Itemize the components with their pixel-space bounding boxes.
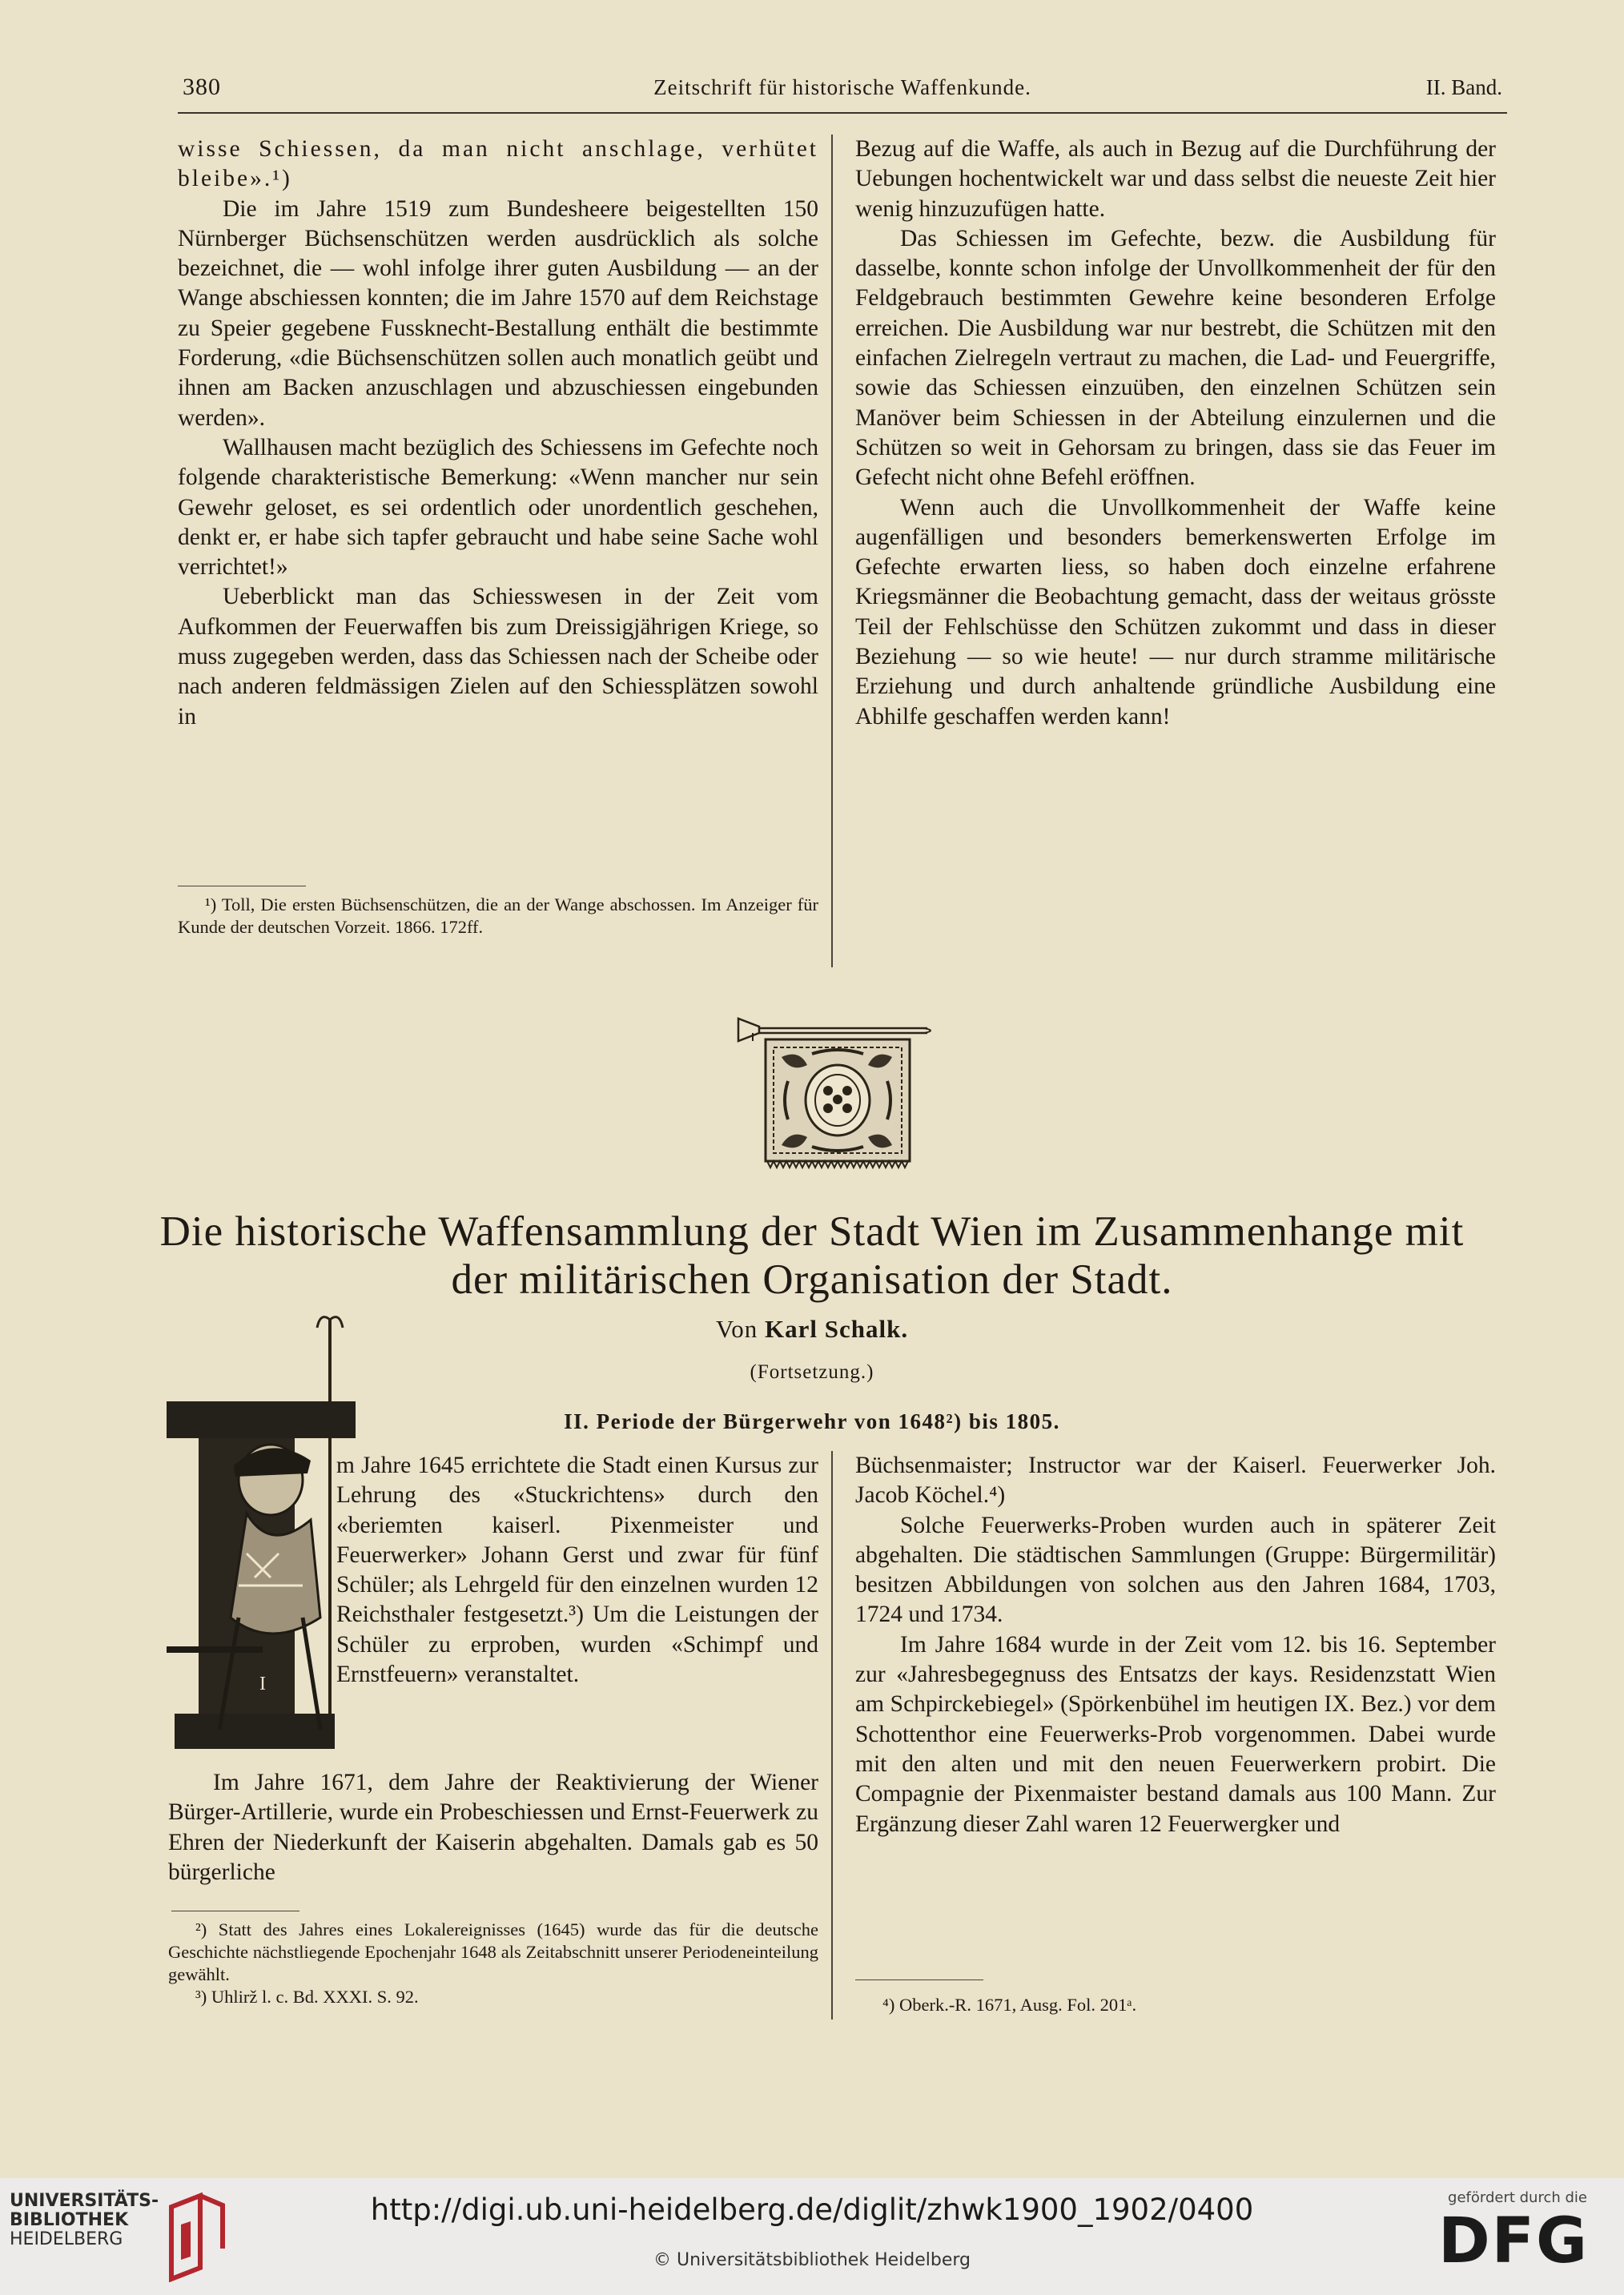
article-right-column bbox=[855, 1451, 1496, 1839]
paragraph: Das Schiessen im Gefechte, bezw. die Ausbildung für dasselbe, konnte schon infolge der Unvollkommenheit der für den Feldgebrauch bestimmten Gewehre keine besonderen Erfolge erreichen. Die Ausbildung war nur bestrebt, die Schützen mit den einfachen Zielregeln vertraut zu machen, die Lad- und Feuergriffe, sowie das Schiessen einzuüben, den einzelnen Schützen sein Manöver beim Schiessen in der Abteilung einzulernen und die Schützen so weit in Gehorsam zu bringen, dass sie das Feuer im Gefecht nicht ohne Befehl eröffnen. bbox=[855, 225, 1496, 491]
drop-cap-letter: I bbox=[259, 1674, 266, 1694]
paragraph: m Jahre 1645 errichtete die Stadt einen Kursus zur Lehrung des «Stuckrichtens» durch den «beriemten kaiserl. Pixenmeister und Feuerwerker» Johann Gerst und zwar für fünf Schüler; als Lehrgeld für den einzelnen wurden 12 Reichsthaler festgesetzt.³) Um die Leistungen der Schüler zu erproben, wurden «Schimpf und Ernstfeuern» veranstaltet. bbox=[336, 1453, 818, 1688]
paragraph: Im Jahre 1671, dem Jahre der Reaktivierung der Wiener Bürger-Artillerie, wurde ein Probeschiessen und Ernst-Feuerwerk zu Ehren der Niederkunft der Kaiserin abgehalten. Damals gab es 50 bürgerliche bbox=[168, 1770, 818, 1885]
page-number: 380 bbox=[183, 74, 221, 100]
paragraph: Im Jahre 1684 wurde in der Zeit vom 12. bis 16. September zur «Jahresbegegnuss des Entsatzs der kays. Residenzstatt Wien am Schpirckebiegel» (Spörkenbühel im heutigen IX. Bez.) vor dem Schottenthor eine Feuerwerks-Prob vorgenommen. Dabei wurde mit den alten und mit den neuen Feuerwerkern probirt. Die Compagnie der Pixenmaister bestand damals aus 100 Mann. Zur Ergänzung dieser Zahl waren 12 Feuerwergker und bbox=[855, 1631, 1496, 1837]
author-name: Karl Schalk. bbox=[765, 1315, 909, 1343]
column-divider bbox=[831, 135, 833, 967]
paragraph: Büchsenmaister; Instructor war der Kaiserl. Feuerwerker Joh. Jacob Köchel.⁴) bbox=[855, 1453, 1496, 1509]
header-rule bbox=[178, 112, 1507, 114]
journal-title: Zeitschrift für historische Waffenkunde. bbox=[653, 75, 1031, 99]
left-column-upper bbox=[178, 135, 818, 732]
funding-label: gefördert durch die bbox=[1448, 2189, 1587, 2206]
copyright-notice: © Universitätsbibliothek Heidelberg bbox=[653, 2250, 971, 2270]
paragraph: Wallhausen macht bezüglich des Schiessens im Gefechte noch folgende charakteristische Bemerkung: «Wenn mancher nur sein Gewehr geloset, es sei ordentlich oder unordentlich geschehen, denkt er, er habe sich tapfer gebraucht und habe seine Sache wohl verrichtet!» bbox=[178, 434, 818, 581]
paragraph: Solche Feuerwerks-Proben wurden auch in späterer Zeit abgehalten. Die städtischen Sammlungen (Gruppe: Bürgermilitär) besitzen Abbildungen von solchen aus den Jahren 1684, 1703, 1724 und 1734. bbox=[855, 1512, 1496, 1628]
footnotes-article-left: ²) Statt des Jahres eines Lokalereignisses (1645) wurde das für die deutsche Geschichte nächstliegende Epochenjahr 1648 als Zeitabschnitt unserer Periodeneinteilung gewählt. ³) Uhlirž l. c. Bd. XXXI. S. 92. bbox=[168, 1919, 818, 2007]
running-header bbox=[178, 69, 1507, 109]
footnote-4: ⁴) Oberk.-R. 1671, Ausg. Fol. 201ᵃ. bbox=[882, 1995, 1137, 2015]
dfg-logo: DFG bbox=[1437, 2205, 1589, 2277]
trumpet-banner-vignette bbox=[735, 1001, 940, 1171]
paragraph: Die im Jahre 1519 zum Bundesheere beigestellten 150 Nürnberger Büchsenschützen werden ausdrücklich als solche bezeichnet, die — wohl infolge ihrer guten Ausbildung — an der Wange abschiessen konnten; die im Jahre 1570 auf dem Reichstage zu Speier gegebene Fussknecht-Bestallung enthält die bestimmte Forderung, «die Büchsenschützen sollen auch monatlich geübt und ihnen am Backen anzuschlagen und abzuschiessen eingebunden werden». bbox=[178, 195, 818, 431]
article-left-column-narrow bbox=[336, 1451, 818, 1690]
paragraph: Wenn auch die Unvollkommenheit der Waffe keine augenfälligen und besonders bemerkenswerten Erfolge im Gefechte erwarten liess, so haben doch einzelne erfahrene Kriegsmänner die Beobachtung gemacht, dass der weitaus grösste Teil der Fehlschüsse den Schützen zukommt und dass in dieser Beziehung — so wie heute! — nur durch stramme militärische Erziehung und durch anhaltende gründliche Ausbildung eine Abhilfe geschaffen werden kann! bbox=[855, 494, 1496, 729]
section-heading: II. Periode der Bürgerwehr von 1648²) bis 1805. bbox=[564, 1409, 1060, 1433]
article-left-column-wide bbox=[168, 1768, 818, 1887]
right-column-upper bbox=[855, 135, 1496, 732]
paragraph: Ueberblickt man das Schiesswesen in der Zeit vom Aufkommen der Feuerwaffen bis zum Dreissigjährigen Kriege, so muss zugegeben werden, dass das Schiessen nach der Scheibe oder nach anderen feldmässigen Zielen auf den Schiessplätzen sowohl in bbox=[178, 584, 818, 729]
article-title: Die historische Waffensammlung der Stadt Wien im Zusammenhange mit der militärischen Organisation der Stadt. bbox=[159, 1208, 1465, 1303]
column-divider bbox=[831, 1451, 833, 2020]
footnote-1: ¹) Toll, Die ersten Büchsenschützen, die an der Wange abschossen. Im Anzeiger für Kunde der deutschen Vorzeit. 1866. 172ff. bbox=[178, 894, 818, 937]
author-prefix: Von bbox=[715, 1315, 758, 1343]
paragraph: Bezug auf die Waffe, als auch in Bezug auf die Durchführung der Uebungen hochentwickelt war und dass selbst die neueste Zeit hier wenig hinzuzufügen hatte. bbox=[855, 136, 1496, 222]
volume-label: II. Band. bbox=[1425, 75, 1502, 99]
paragraph: wisse Schiessen, da man nicht anschlage, verhütet bleibe».¹) bbox=[178, 136, 818, 192]
continuation-note: (Fortsetzung.) bbox=[750, 1361, 874, 1383]
library-name: UNIVERSITÄTS- BIBLIOTHEK HEIDELBERG bbox=[10, 2191, 159, 2249]
permalink-url[interactable]: http://digi.ub.uni-heidelberg.de/diglit/zhwk1900_1902/0400 bbox=[370, 2193, 1254, 2227]
footnote-rule bbox=[855, 1979, 983, 1980]
